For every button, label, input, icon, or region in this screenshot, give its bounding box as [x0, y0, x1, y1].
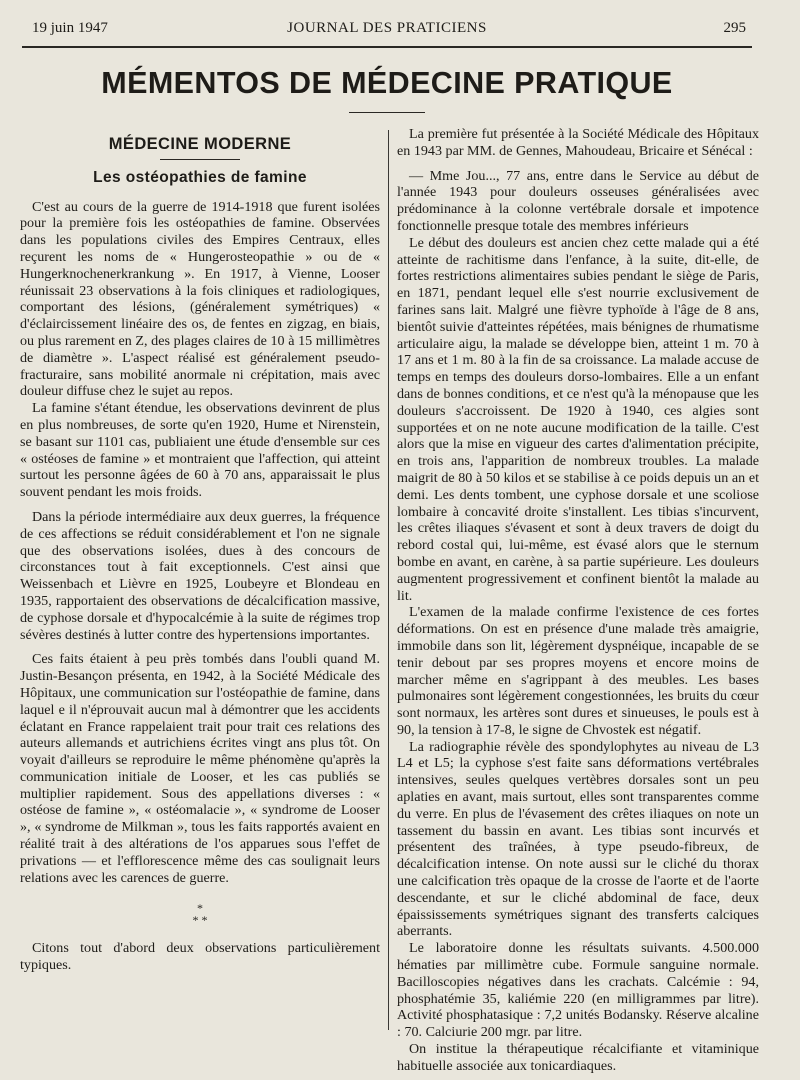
paragraph: La famine s'étant étendue, les observations devinrent de plus en plus nombreuses, de sorte qu'en 1920, Hume et Nirenstein, se basant sur 1101 cas, publiaient une étude d'ensemble sur ces « ostéoses de famine » et montraient que l'affection, qui atteint surtout les personne âgées de 60 à 70 ans, apparaissait le plus souvent pendant les mois froids. [20, 400, 380, 501]
article-title: Les ostéopathies de famine [93, 168, 307, 186]
section-separator [20, 902, 380, 926]
paragraph: La radiographie révèle des spondylophytes au niveau de L3 L4 et L5; la cyphose s'est faite sans déformations vertébrales intensives, seules quelques vertèbres dorsales sont un peu aplaties en avant, mais surtout, elles sont transparentes comme du verre. En plus de l'évasement des crêtes iliaques on note un tassement du bassin en avant. Les tibias sont incurvés et présentent des traînées, à type pseudo-fibreux, de décalcification intense. On note aussi sur le cliché du thorax une calcification très opaque de la crosse de l'aorte et de l'aorte descendante, et sur le cliché abdominal de face, deux épaississements symétriques signant des transferts calciques aberrants. [397, 738, 759, 940]
paragraph: — Mme Jou..., 77 ans, entre dans le Service au début de l'année 1943 pour douleurs osseuses généralisées avec prédominance à la colonne vertébrale dorsale et impotence fonctionnelle presque totale des membres inférieurs [397, 167, 759, 234]
running-header [22, 18, 752, 40]
separator-stars: * * [192, 913, 208, 928]
paragraph: Ces faits étaient à peu près tombés dans l'oubli quand M. Justin-Besançon présenta, en 1942, à la Société Médicale des Hôpitaux, une communication sur l'ostéopathie de famine, dans laquel e il n'éprouvait aucun mal à démontrer que les accidents éclatant en France rappelaient trait pour trait ces relations des auteurs allemands et autrichiens écrites vingt ans plus tôt. On voyait d'ailleurs se reproduire le même phénomène qu'après la communication initiale de Looser, et les cas publiés se multiplier rapidement. Sous des appellations diverses : « ostéose de famine », « ostéomalacie », « syndrome de Looser », « syndrome de Milkman », tous les faits rapportés avaient en réalité trait à des altérations de l'os apparues sous l'effet de privations — et l'efflorescence même des cas soulignait leurs relations avec les carences de guerre. [20, 651, 380, 886]
issue-date: 19 juin 1947 [32, 20, 108, 36]
paragraph: C'est au cours de la guerre de 1914-1918 que furent isolées pour la première fois les ostéopathies de famine. Observées dans les populations civiles des Empires Centraux, elles reçurent les noms de « Hungerosteopathie » ou de « Hungerknochenerkrankung ». En 1917, à Vienne, Looser réunissait 23 observations à la fois cliniques et radiologiques, comportant des lésions, (généralement symétriques) « d'éclaircissement linéaire des os, de fentes en zigzag, en biais, ou plus rarement en Z, des plages claires de 10 à 15 millimètres de diamètre ». L'aspect réalisé est généralement pseudo-fracturaire, sans mobilité anormale ni crépitation, mais avec douleur diffuse chez le sujet au repos. [20, 198, 380, 400]
paragraph: Le début des douleurs est ancien chez cette malade qui a été atteinte de rachitisme dans l'enfance, à la suite, dit-elle, de fortes restrictions alimentaires subies pendant le siège de Paris, en 1871, pendant lequel elle s'est nourrie exclusivement de farines sans lait. Malgré une fièvre typhoïde à l'âge de 8 ans, bientôt suivie d'atteintes répétées, mais bénignes de rhumatisme articulaire aigu, la malade se développe bien, atteint 1 m. 70 à 17 ans et 1 m. 80 à la fin de sa croissance. La malade accuse de temps en temps des douleurs dorso-lombaires. Elle a un enfant dans de bonnes conditions, et ce n'est qu'à la ménopause que les douleurs s'accroissent. De 1920 à 1940, ces algies sont supportées et on ne note aucune modification de la taille. C'est alors que la mise en vigueur des cartes d'alimentation précipite, en trois ans, l'apparition de nombreux troubles. La malade maigrit de 80 à 50 kilos et se stabilise à ce poids depuis un an et demi. Les dents tombent, une cyphose dorsale et une scoliose lombaire à concavité droite s'installent. Les tibias s'incurvent, les crêtes iliaques s'évasent et sont à deux travers de doigt du rebord costal qui, lui-même, est évasé alors que le sternum bombe en avant, en carène, à sa partie supérieure. Les douleurs augmentent progressivement et confinent bientôt la malade au lit. [397, 234, 759, 604]
paragraph: L'examen de la malade confirme l'existence de ces fortes déformations. On est en présence d'une malade très amaigrie, immobile dans son lit, légèrement dyspnéique, incapable de se tenir debout par ses propres moyens et encore moins de marcher même en s'agrippant à des meubles. Les bases pulmonaires sont légèrement congestionnées, les bruits du cœur sont normaux, les artères sont dures et sinueuses, le pouls est à 90, la tension à 17-8, le signe de Chvostek est négatif. [397, 604, 759, 738]
page-number: 295 [723, 20, 746, 36]
journal-title: JOURNAL DES PRATICIENS [287, 20, 487, 36]
column-divider [388, 130, 389, 1030]
paragraph: Le laboratoire donne les résultats suivants. 4.500.000 hématies par millimètre cube. Formule sanguine normale. Bacilloscopies négatives dans les crachats. Calcémie : 94, phosphatémie 35, kaliémie 220 (en milligrammes par litre). Activité phosphatasique : 7,2 unités Bodansky. Réserve alcaline : 70. Calciurie 200 mgr. par litre. [397, 940, 759, 1041]
paragraph: La première fut présentée à la Société Médicale des Hôpitaux en 1943 par MM. de Gennes, Mahoudeau, Bricaire et Sénécal : [397, 126, 759, 159]
section-rule [160, 159, 240, 160]
page-title: MÉMENTOS DE MÉDECINE PRATIQUE [101, 66, 673, 100]
left-column [20, 126, 380, 974]
section-title: MÉDECINE MODERNE [108, 135, 292, 153]
paragraph: Citons tout d'abord deux observations particulièrement typiques. [20, 940, 380, 974]
paragraph: Dans la période intermédiaire aux deux guerres, la fréquence de ces affections se réduit considérablement et l'on ne signale que des observations isolées, dues à des concours de circonstances tout à fait exceptionnels. C'est ainsi que Weissenbach et Lièvre en 1925, Loubeyre et Blondeau en 1935, rapportaient des observations de décalcification massive, de cyphose dorsale et d'hypocalcémie à la suite de régimes trop sévères destinés à lutter contre des hypertensions importantes. [20, 508, 380, 643]
title-rule [349, 112, 425, 113]
separator-star: * [197, 901, 203, 916]
paragraph: On institue la thérapeutique récalcifiante et vitaminique habituelle associée aux tonicardiaques. [397, 1041, 759, 1074]
right-column [397, 126, 759, 1075]
header-rule [22, 46, 752, 48]
